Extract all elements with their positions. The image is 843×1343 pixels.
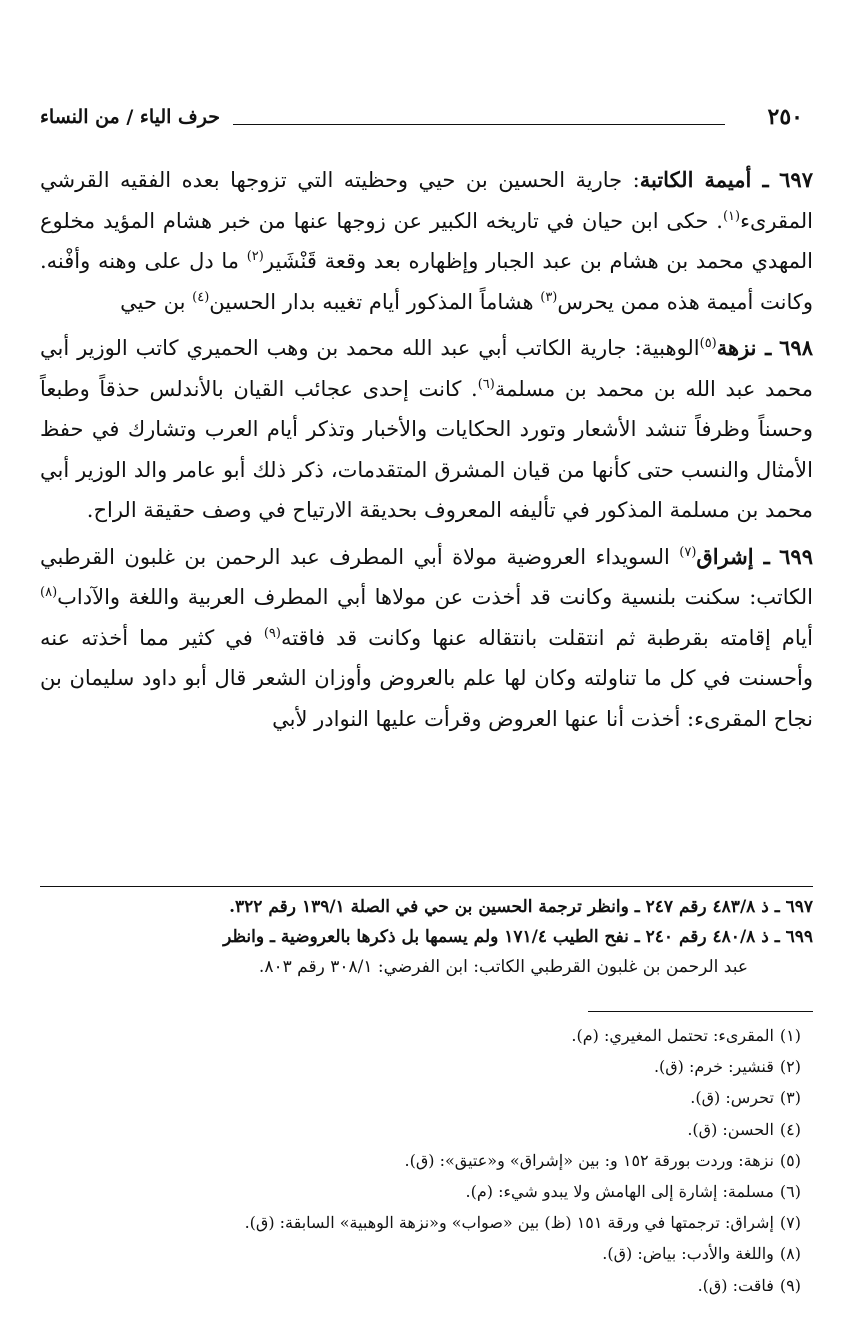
entry-name: نزهة — [716, 335, 757, 360]
footnote-text: قنشير: خرم: (ق). — [653, 1057, 774, 1077]
entry-name: إشراق — [696, 543, 754, 569]
running-title: حرف الياء / من النساء — [40, 106, 220, 128]
footnote-text: المقرىء: تحتمل المغيري: (م). — [571, 1026, 774, 1045]
footnote — [40, 1082, 801, 1113]
source-line: ٦٩٧ ـ ذ ٤٨٣/٨ رقم ٢٤٧ ـ وانظر ترجمة الحسين بن حي في الصلة ١٣٩/١ رقم ٣٢٢. — [229, 897, 813, 917]
header-rule — [233, 124, 725, 125]
entry-697 — [40, 160, 813, 322]
entry-699 — [40, 537, 813, 740]
footnote-text: تحرس: (ق). — [690, 1088, 774, 1108]
footnote-text: فاقت: (ق). — [697, 1275, 774, 1295]
entry-name: أميمة الكاتبة — [639, 167, 752, 192]
footnote — [40, 1207, 801, 1238]
footnote-text: إشراق: ترجمتها في ورقة ١٥١ (ظ) بين «صواب» و«نزهة الوهبية» السابقة: (ق). — [244, 1213, 774, 1233]
source-line: ٦٩٩ ـ ذ ٤٨٠/٨ رقم ٢٤٠ ـ نفح الطيب ١٧١/٤ ولم يسمها بل ذكرها بالعروضية ـ وانظر — [223, 927, 813, 947]
footnotes-rule — [588, 1011, 813, 1012]
running-header — [28, 104, 815, 134]
footnote-number: (٤) — [779, 1119, 801, 1139]
entry-698 — [40, 328, 813, 531]
footnote-ref[interactable]: (٧) — [679, 544, 697, 560]
footnote-ref[interactable]: (٩) — [263, 625, 281, 641]
footnote-number: (٣) — [779, 1088, 801, 1108]
entry-text: الوهبية: جارية الكاتب أبي عبد الله محمد بن وهب الحميري كاتب الوزير أبي محمد عبد الله بن محمد بن مسلمة — [40, 336, 813, 401]
entry-text: ما دل على وهنه وأفْنه. وكانت أميمة هذه ممن يحرس — [40, 249, 813, 314]
footnote-ref[interactable]: (١) — [722, 208, 741, 224]
entry-number: ٦٩٩ — [779, 543, 813, 569]
entry-dash: ـ — [753, 543, 770, 569]
footnote — [40, 1114, 801, 1145]
footnote — [40, 1051, 801, 1082]
footnote-text: الحسن: (ق). — [687, 1119, 774, 1139]
footnote-number: (٢) — [779, 1057, 801, 1077]
footnote-number: (٧) — [779, 1213, 801, 1233]
footnote-number: (٦) — [779, 1182, 801, 1202]
page-number: ٢٥٠ — [767, 104, 803, 130]
footnote-ref[interactable]: (٦) — [477, 376, 495, 392]
footnote-ref[interactable]: (٢) — [246, 249, 264, 264]
entry-number: ٦٩٧ — [779, 167, 813, 192]
entry-dash: ـ — [751, 167, 769, 192]
source-line: عبد الرحمن بن غلبون القرطبي الكاتب: ابن الفرضي: ٣٠٨/١ رقم ٨٠٣. — [258, 957, 748, 977]
entry-number: ٦٩٨ — [779, 335, 813, 360]
footnote-text: نزهة: وردت بورقة ١٥٢ و: بين «إشراق» و«عتيق»: (ق). — [404, 1150, 774, 1170]
sources-block — [40, 892, 813, 982]
entry-text: . كانت إحدى عجائب القيان بالأندلس حذقاً وطبعاً وحسناً وظرفاً تنشد الأشعار وتورد الحكايات والأخبار وتذكر أيام العرب وتشارك في حفظ الأمثال والنسب حتى كأنها من قيان المشرق المتقدمات، ذكر ذلك أبو عامر والد الوزير أبي محمد بن مسلمة المذكور في تأليفه المعروف بحديقة الارتياح في وصف حقيقة الراح. — [40, 376, 813, 522]
footnote-number: (٥) — [779, 1150, 801, 1170]
footnotes-block — [40, 1020, 801, 1301]
footnote-ref[interactable]: (٣) — [540, 289, 558, 305]
entry-dash: ـ — [756, 335, 772, 360]
entry-text: أيام إقامته بقرطبة ثم انتقلت بانتقاله عنها وكانت قد فاقته — [280, 625, 813, 650]
footnote — [40, 1270, 801, 1301]
footnote-text: مسلمة: إشارة إلى الهامش ولا يبدو شيء: (م). — [465, 1182, 774, 1202]
sources-rule — [40, 886, 813, 887]
footnote-ref[interactable]: (٥) — [699, 336, 717, 351]
entry-text: السويداء العروضية مولاة أبي المطرف عبد الرحمن بن غلبون القرطبي الكاتب: سكنت بلنسية وكانت قد أخذت عن مولاها أبي المطرف العربية واللغة والآداب — [40, 544, 813, 609]
entry-text: هشاماً المذكور أيام تغيبه بدار الحسين — [209, 289, 541, 314]
footnote — [40, 1238, 801, 1269]
footnote — [40, 1145, 801, 1176]
footnote-number: (٩) — [779, 1275, 801, 1295]
footnote-ref[interactable]: (٤) — [192, 289, 210, 305]
footnote-number: (٨) — [779, 1244, 801, 1264]
footnote — [40, 1176, 801, 1207]
footnote — [40, 1020, 801, 1051]
entry-text: في كثير مما أخذته عنه وأحسنت في كل ما تناولته وكان لها علم بالعروض وأوزان الشعر قال أبو داود سليمان بن نجاح المقرىء: أخذت أنا عنها العروض وقرأت عليها النوادر لأبي — [40, 625, 813, 731]
entry-text: . حكى ابن حيان في تاريخه الكبير عن زوجها عنها من خبر هشام المؤيد مخلوع المهدي محمد بن هشام بن عبد الجبار وإظهاره بعد وقعة قَنْشَير — [40, 208, 814, 273]
entry-text: : جارية الحسين بن حيي وحظيته التي تزوجها بعده الفقيه القرشي المقرىء — [40, 168, 813, 233]
footnote-text: واللغة والأدب: بياض: (ق). — [602, 1244, 774, 1264]
footnote-ref[interactable]: (٨) — [40, 585, 58, 600]
main-text — [40, 160, 813, 745]
footnote-number: (١) — [779, 1026, 801, 1045]
entry-text: بن حيي — [120, 289, 193, 314]
